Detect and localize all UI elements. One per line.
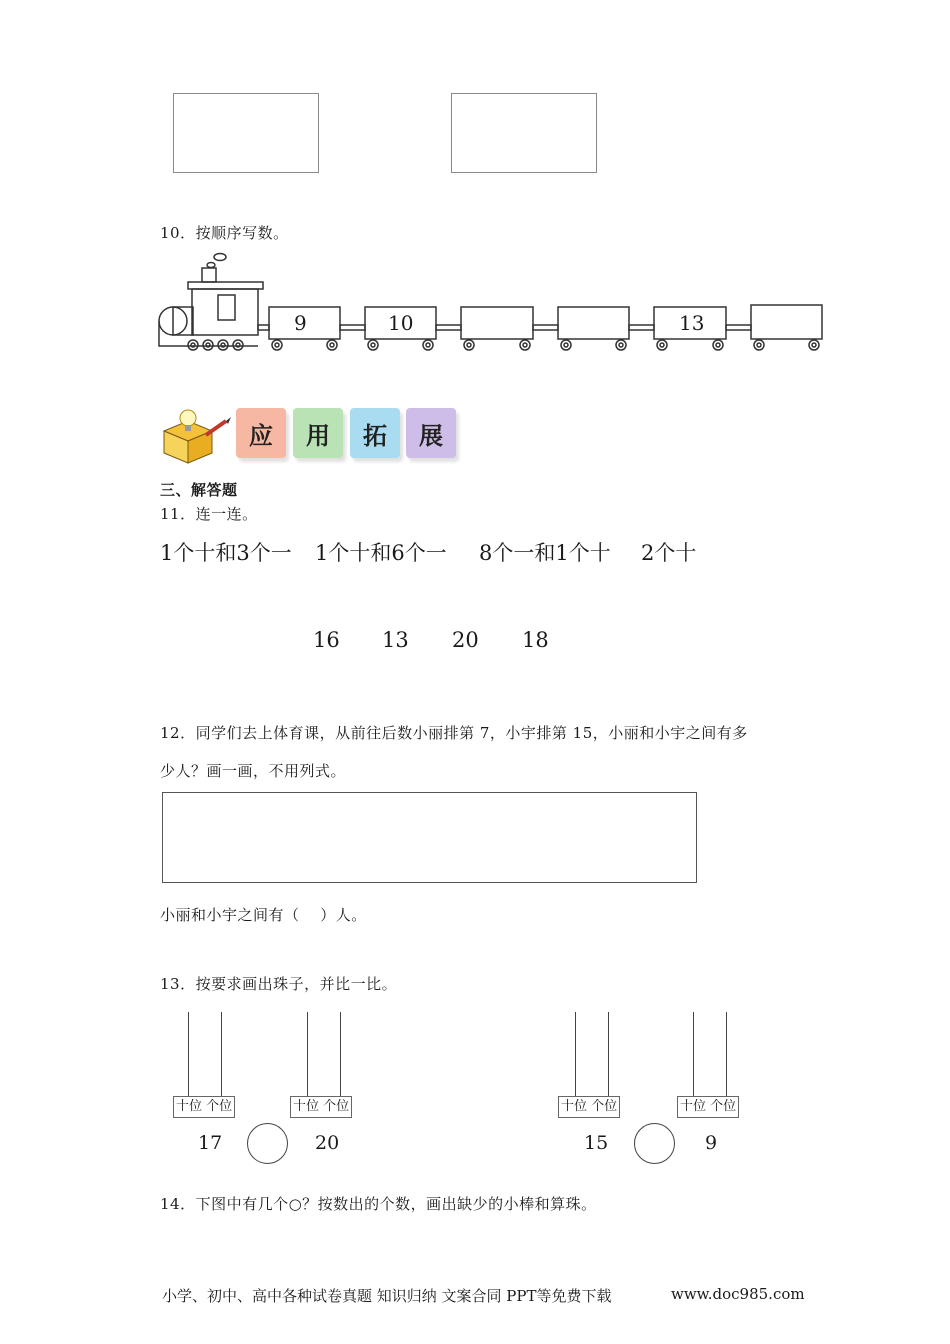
lightbulb-box-icon (158, 405, 234, 465)
footer-url[interactable]: www.doc985.com (671, 1285, 805, 1303)
answer-box-right (451, 93, 597, 173)
banner-tile-yong: 用 (293, 408, 343, 458)
q12-drawing-box[interactable] (162, 792, 697, 883)
q12-line-1: 12．同学们去上体育课，从前往后数小丽排第 7，小宇排第 15，小丽和小宇之间有多 (160, 724, 748, 742)
abacus-2-ones-rod (340, 1012, 341, 1096)
q11-title: 11．连一连。 (160, 505, 258, 523)
answer-box-left (173, 93, 319, 173)
q12-answer: 小丽和小宇之间有（ ）人。 (160, 906, 367, 924)
q10-title: 10．按顺序写数。 (160, 224, 289, 242)
train-car-1: 9 (294, 311, 307, 335)
abacus-4-tens-rod (693, 1012, 694, 1096)
compare-circle-2[interactable] (634, 1123, 675, 1164)
compare-circle-1[interactable] (247, 1123, 288, 1164)
q11-item-2: 1个十和6个一 (315, 541, 447, 565)
abacus-3-number: 15 (584, 1132, 609, 1154)
banner-tile-zhan: 展 (406, 408, 456, 458)
q11-item-4: 2个十 (641, 541, 697, 565)
ones-label: 个位 (591, 1099, 618, 1114)
banner-tile-ying: 应 (236, 408, 286, 458)
abacus-4-number: 9 (705, 1132, 718, 1154)
train-illustration (155, 250, 830, 356)
abacus-4-ones-rod (726, 1012, 727, 1096)
tens-label: 十位 (561, 1099, 588, 1114)
abacus-4-label (677, 1096, 739, 1118)
abacus-1-tens-rod (188, 1012, 189, 1096)
tens-label: 十位 (680, 1099, 707, 1114)
q11-item-3: 8个一和1个十 (479, 541, 611, 565)
abacus-3-ones-rod (608, 1012, 609, 1096)
abacus-3-label (558, 1096, 620, 1118)
tens-label: 十位 (293, 1099, 320, 1114)
abacus-1-label (173, 1096, 235, 1118)
abacus-2-tens-rod (307, 1012, 308, 1096)
tens-label: 十位 (176, 1099, 203, 1114)
abacus-3-tens-rod (575, 1012, 576, 1096)
train-car-2: 10 (388, 311, 414, 335)
ones-label: 个位 (710, 1099, 737, 1114)
q11-item-1: 1个十和3个一 (160, 541, 292, 565)
q11-number-2: 13 (382, 628, 409, 652)
ones-label: 个位 (323, 1099, 350, 1114)
q11-number-3: 20 (452, 628, 479, 652)
footer-text: 小学、初中、高中各种试卷真题 知识归纳 文案合同 PPT等免费下载 (162, 1287, 612, 1305)
section-title: 三、解答题 (160, 481, 238, 499)
train-car-5: 13 (679, 311, 705, 335)
abacus-1-ones-rod (221, 1012, 222, 1096)
abacus-2-label (290, 1096, 352, 1118)
q13-title: 13．按要求画出珠子，并比一比。 (160, 975, 398, 993)
abacus-1-number: 17 (198, 1132, 223, 1154)
q11-number-4: 18 (522, 628, 549, 652)
abacus-2-number: 20 (315, 1132, 340, 1154)
q14-title: 14．下图中有几个○？按数出的个数，画出缺少的小棒和算珠。 (160, 1195, 597, 1213)
ones-label: 个位 (206, 1099, 233, 1114)
q11-number-1: 16 (313, 628, 340, 652)
banner-tile-tuo: 拓 (350, 408, 400, 458)
q12-line-2: 少人？画一画，不用列式。 (160, 762, 347, 780)
